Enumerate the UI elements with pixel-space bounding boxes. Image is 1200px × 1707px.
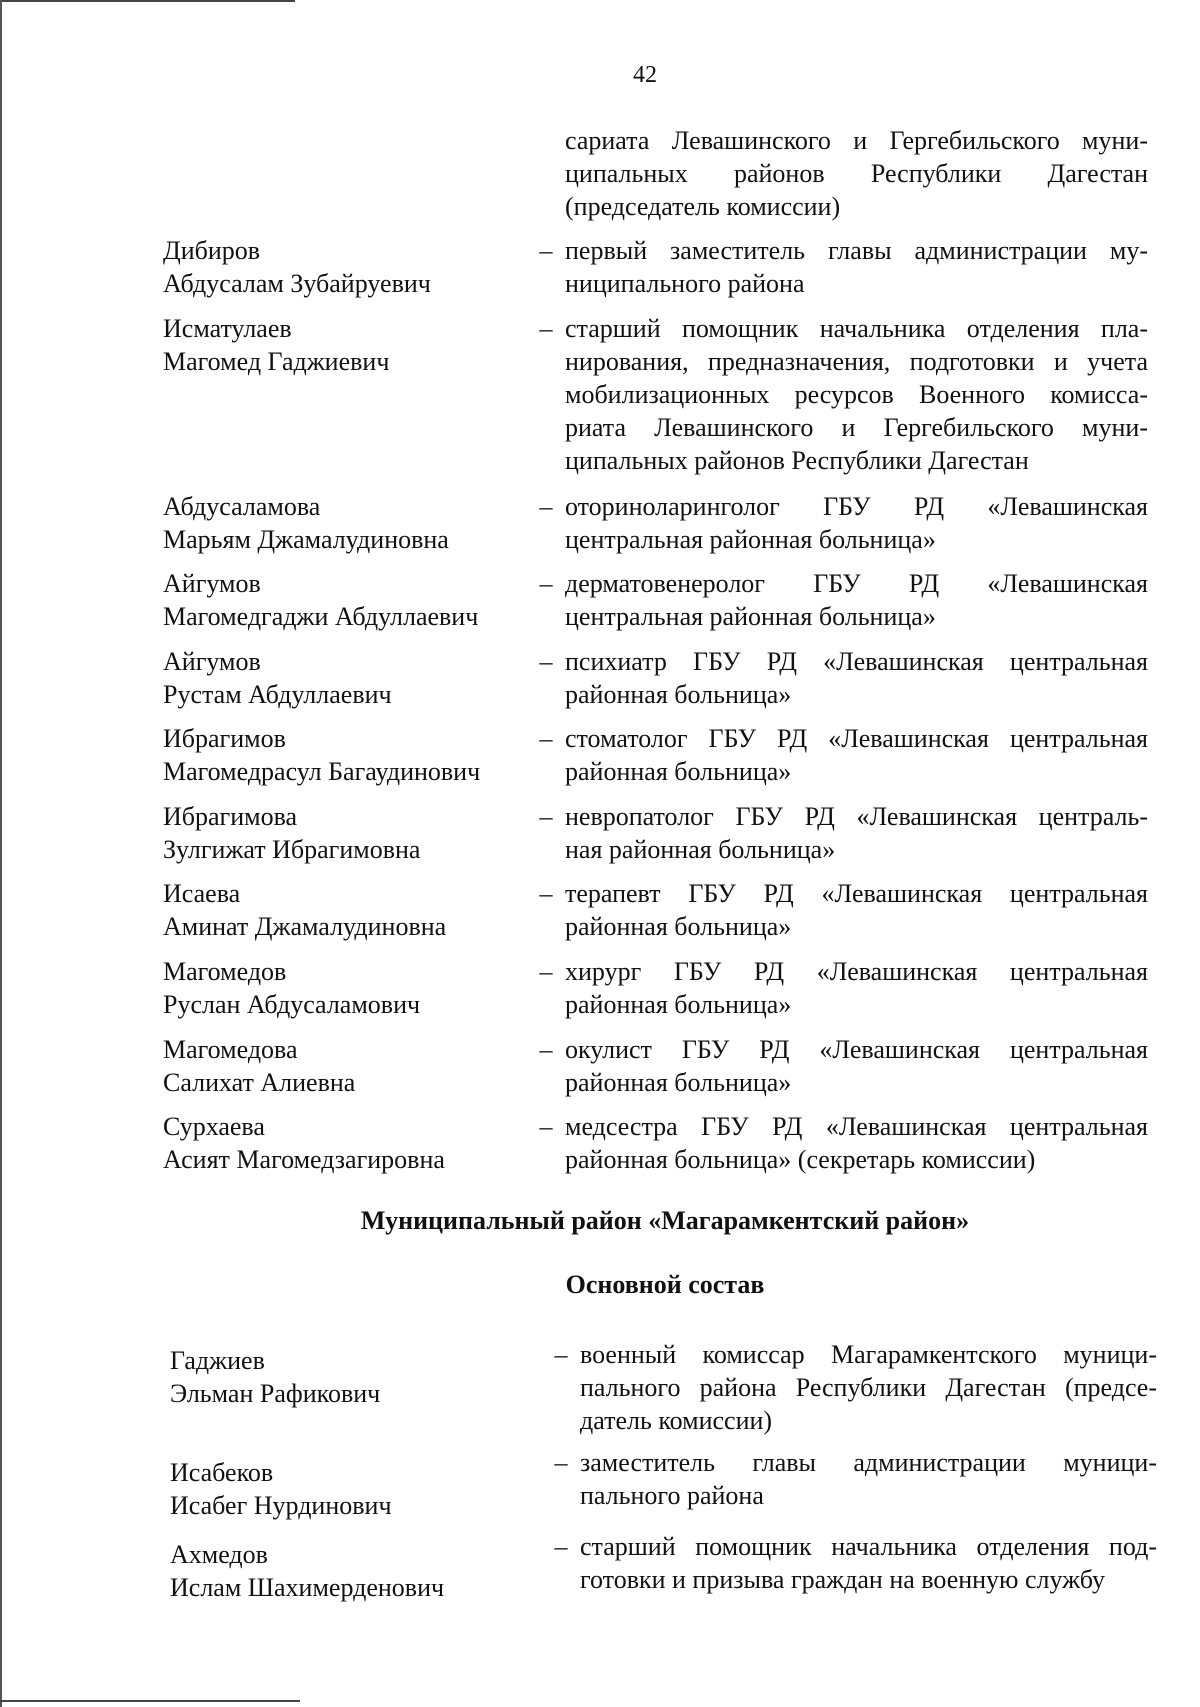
dash: – (539, 802, 553, 831)
position-line: терапевт ГБУ РД «Левашинская центральная (565, 879, 1148, 908)
text-line: сариата Левашинского и Гергебильского муни- (565, 126, 1148, 155)
member-given-names: Салихат Алиевна (163, 1068, 356, 1097)
position-line: районная больница» (565, 1068, 792, 1097)
position-line: мобилизационных ресурсов Военного комисса- (565, 380, 1148, 409)
member-given-names: Асият Магомедзагировна (163, 1145, 445, 1174)
member-position (565, 877, 1148, 943)
position-line: старший помощник начальника отделения пла- (565, 314, 1148, 343)
member-name (170, 1538, 530, 1604)
position-line: пального района (580, 1481, 764, 1510)
member-surname: Абдусаламова (163, 492, 321, 521)
member-name (163, 1110, 523, 1176)
dash: – (539, 879, 553, 908)
dash: – (539, 236, 553, 265)
subsection-heading: Основной состав (565, 1270, 765, 1299)
position-line: районная больница» (секретарь комиссии) (565, 1145, 1036, 1174)
member-surname: Исматулаев (163, 314, 292, 343)
dash: – (539, 492, 553, 521)
member-name (170, 1344, 530, 1410)
member-surname: Дибиров (163, 236, 261, 265)
member-name (163, 800, 523, 866)
member-position (565, 800, 1148, 866)
member-given-names: Ислам Шахимерденович (170, 1573, 445, 1602)
position-line: военный комиссар Магарамкентского муници- (580, 1340, 1157, 1369)
member-surname: Айгумов (163, 647, 261, 676)
member-surname: Ибрагимов (163, 724, 286, 753)
dash: – (539, 957, 553, 986)
dash: – (539, 724, 553, 753)
member-given-names: Магомед Гаджиевич (163, 347, 390, 376)
position-line: ципальных районов Республики Дагестан (565, 446, 1029, 475)
scan-edge-left (0, 0, 2, 1707)
position-line: районная больница» (565, 680, 792, 709)
position-line: первый заместитель главы администрации му- (565, 236, 1148, 265)
member-name (163, 312, 523, 378)
member-given-names: Руслан Абдусаламович (163, 990, 421, 1019)
member-name (163, 955, 523, 1021)
text-line: (председатель комиссии) (565, 192, 841, 221)
continuation-text (565, 124, 1148, 223)
dash: – (539, 1035, 553, 1064)
position-line: ниципального района (565, 269, 805, 298)
member-given-names: Абдусалам Зубайруевич (163, 269, 431, 298)
position-line: дерматовенеролог ГБУ РД «Левашинская (565, 569, 1148, 598)
member-position (565, 722, 1148, 788)
member-position (565, 1110, 1148, 1176)
member-name (170, 1456, 530, 1522)
position-line: пального района Республики Дагестан (предсе- (580, 1373, 1157, 1402)
member-position (580, 1530, 1157, 1596)
member-name (163, 645, 523, 711)
dash: – (554, 1532, 568, 1561)
position-line: центральная районная больница» (565, 602, 936, 631)
member-name (163, 490, 523, 556)
member-position (565, 567, 1148, 633)
member-surname: Магомедов (163, 957, 287, 986)
member-given-names: Магомедгаджи Абдуллаевич (163, 602, 479, 631)
member-position (565, 645, 1148, 711)
position-line: датель комиссии) (580, 1406, 773, 1435)
member-name (163, 1033, 523, 1099)
position-line: заместитель главы администрации муници- (580, 1448, 1157, 1477)
member-position (565, 955, 1148, 1021)
member-surname: Ахмедов (170, 1540, 268, 1569)
member-given-names: Рустам Абдуллаевич (163, 680, 392, 709)
dash: – (539, 569, 553, 598)
position-line: стоматолог ГБУ РД «Левашинская центральная (565, 724, 1148, 753)
member-name (163, 877, 523, 943)
position-line: психиатр ГБУ РД «Левашинская центральная (565, 647, 1148, 676)
scan-edge-top (0, 0, 295, 2)
member-given-names: Эльман Рафикович (170, 1379, 381, 1408)
member-given-names: Марьям Джамалудиновна (163, 525, 449, 554)
dash: – (554, 1340, 568, 1369)
member-given-names: Зулгижат Ибрагимовна (163, 835, 421, 864)
position-line: хирург ГБУ РД «Левашинская центральная (565, 957, 1148, 986)
position-line: районная больница» (565, 912, 792, 941)
member-position (565, 312, 1148, 477)
member-surname: Гаджиев (170, 1346, 265, 1375)
position-line: окулист ГБУ РД «Левашинская центральная (565, 1035, 1148, 1064)
dash: – (539, 1112, 553, 1141)
position-line: невропатолог ГБУ РД «Левашинская централь- (565, 802, 1148, 831)
member-position (565, 490, 1148, 556)
member-position (580, 1338, 1157, 1437)
page-number: 42 (633, 62, 657, 88)
member-surname: Айгумов (163, 569, 261, 598)
member-name (163, 722, 523, 788)
member-surname: Магомедова (163, 1035, 298, 1064)
member-given-names: Магомедрасул Багаудинович (163, 757, 481, 786)
position-line: риата Левашинского и Гергебильского муни- (565, 413, 1148, 442)
member-position (565, 1033, 1148, 1099)
member-given-names: Аминат Джамалудиновна (163, 912, 447, 941)
member-surname: Ибрагимова (163, 802, 298, 831)
member-name (163, 234, 523, 300)
member-surname: Исаева (163, 879, 241, 908)
position-line: оториноларинголог ГБУ РД «Левашинская (565, 492, 1148, 521)
position-line: медсестра ГБУ РД «Левашинская центральная (565, 1112, 1148, 1141)
member-given-names: Исабег Нурдинович (170, 1491, 392, 1520)
member-position (565, 234, 1148, 300)
member-surname: Сурхаева (163, 1112, 265, 1141)
dash: – (539, 314, 553, 343)
member-surname: Исабеков (170, 1458, 274, 1487)
position-line: районная больница» (565, 990, 792, 1019)
dash: – (554, 1448, 568, 1477)
text-line: ципальных районов Республики Дагестан (565, 159, 1148, 188)
position-line: центральная районная больница» (565, 525, 936, 554)
member-name (163, 567, 523, 633)
position-line: готовки и призыва граждан на военную службу (580, 1565, 1106, 1594)
scan-edge-bottom (0, 1700, 300, 1702)
dash: – (539, 647, 553, 676)
position-line: нирования, предназначения, подготовки и учета (565, 347, 1148, 376)
position-line: районная больница» (565, 757, 792, 786)
section-heading: Муниципальный район «Магарамкентский район» (360, 1206, 970, 1235)
member-position (580, 1446, 1157, 1512)
position-line: ная районная больница» (565, 835, 836, 864)
position-line: старший помощник начальника отделения под- (580, 1532, 1157, 1561)
